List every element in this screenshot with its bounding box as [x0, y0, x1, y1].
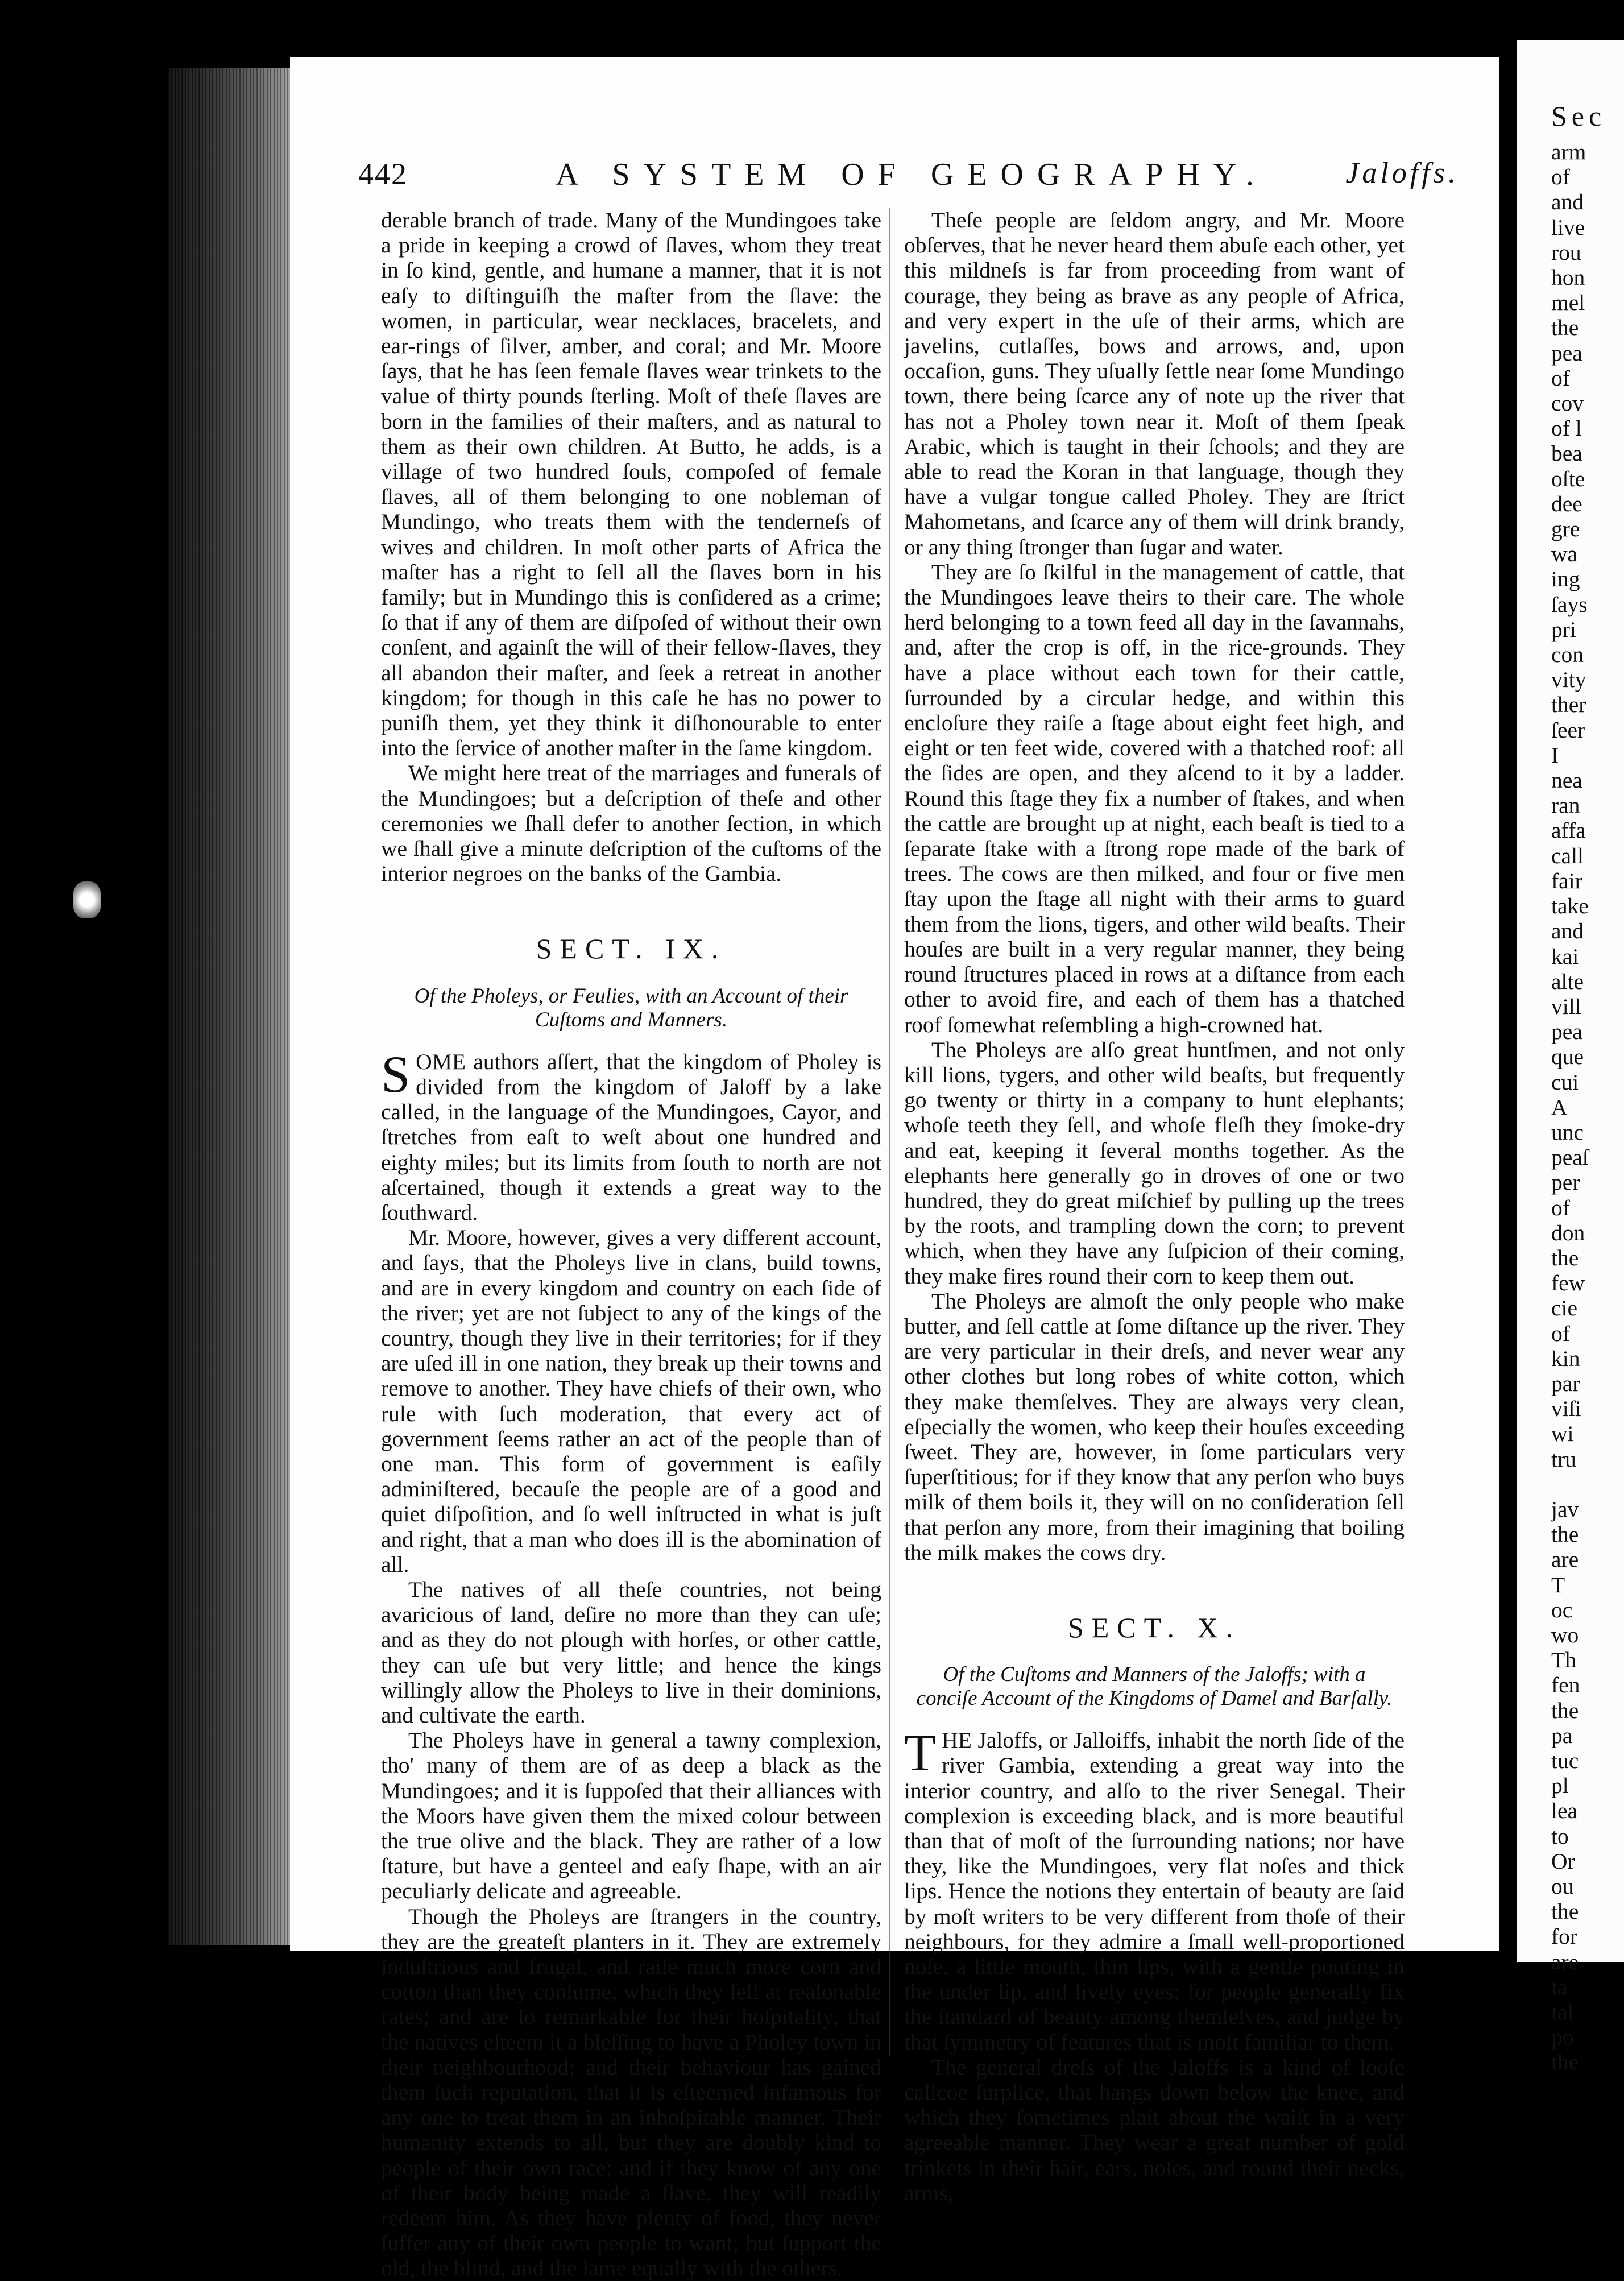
paragraph: The Pholeys are almoſt the only people who make butter, and ſell cattle at ſome diſtance up the river. They are very particular in their dreſs, and never wear any other clothes but long robes of white cotton, which they make themſelves. They are always very clean, eſpecially the women, who keep their houſes exceeding ſweet. They are, however, in ſome particulars very ſuperſtitious; for if they know that any perſon who buys milk of them boils it, they will on no conſideration ſell that perſon any more, from their imagining that boiling the milk makes the cows dry. [904, 1288, 1405, 1565]
paragraph: derable branch of trade. Many of the Mundingoes take a pride in keeping a crowd of ſlaves, whom they treat in ſo kind, gentle, and humane a manner, that it is not eaſy to diſtinguiſh the maſter from the ſlave: the women, in particular, wear necklaces, bracelets, and ear-rings of ſilver, amber, and coral; and Mr. Moore ſays, that he has ſeen female ſlaves wear trinkets to the value of thirty pounds ſterling. Moſt of theſe ſlaves are born in the families of their maſters, and as natural to them as their own children. At Butto, he adds, is a village of two hundred ſouls, compoſed of female ſlaves, all of them belonging to one nobleman of Mundingo, who treats them with the tenderneſs of wives and children. In moſt other parts of Africa the maſter has a right to ſell all the ſlaves born in his family; but in Mundingo this is conſidered as a crime; ſo that if any of them are diſpoſed of without their own conſent, and againſt the will of their fellow-ſlaves, they all abandon their maſter, and ſeek a retreat in another kingdom; for though in this caſe he has no power to puniſh them, yet they think it diſhonourable to enter into the ſervice of another maſter in the ſame kingdom. [381, 208, 881, 761]
facing-page-line: vity [1551, 667, 1586, 693]
facing-page-line: oſte [1551, 466, 1585, 491]
facing-page-line: the [1551, 1899, 1579, 1924]
facing-page-line: pri [1551, 616, 1576, 642]
book-spine [168, 68, 301, 1945]
facing-page-line: ta [1551, 1974, 1568, 2000]
facing-page-line: con [1551, 642, 1584, 668]
paragraph: The natives of all theſe countries, not being avaricious of land, deſire no more than they can uſe; and as they do not plough with horſes, or other cattle, they can uſe but very little; and hence the kings willingly allow the Pholeys to live in their dominions, and cultivate the earth. [381, 1576, 881, 1728]
facing-page-line: take [1551, 893, 1589, 919]
facing-page-line: wi [1551, 1421, 1574, 1447]
right-column [904, 208, 1405, 2205]
facing-page-line: tru [1551, 1446, 1576, 1472]
facing-page-line: tal [1551, 2000, 1574, 2025]
facing-page-line: rou [1551, 239, 1581, 265]
facing-page-line: ther [1551, 692, 1586, 718]
facing-page-line: cie [1551, 1295, 1578, 1321]
facing-page-line: and [1551, 189, 1584, 215]
facing-page-line: unc [1551, 1119, 1584, 1145]
facing-page-line: fair [1551, 868, 1582, 893]
facing-page-line: live [1551, 214, 1585, 240]
facing-page-line: jav [1551, 1496, 1579, 1522]
left-column [381, 208, 881, 2281]
facing-page-line: cov [1551, 391, 1584, 416]
section-subheading: Of the Cuſtoms and Manners of the Jaloffs; with a conciſe Account of the Kingdoms of Damel and Barſally. [916, 1663, 1393, 1711]
facing-page-line: alte [1551, 968, 1584, 994]
opening-text: HE Jaloffs, or Jalloiffs, inhabit the north ſide of the river Gambia, extending a great way into the interior country, and alſo to the river Senegal. Their complexion is exceeding black, and is more beautiful than that of moſt of the ſurrounding nations; nor have they, like the Mundingoes, very flat noſes and thick lips. Hence the notions they entertain of beauty are ſaid by moſt writers to be very different from thoſe of their neighbours, for they admire a ſmall well-proportioned noſe, a little mouth, thin lips, with a gentle pouting in the under lip, and lively eyes; for people generally fix the ſtandard of beauty among themſelves, and judge by that ſymmetry of features that is moſt familiar to them. [904, 1728, 1405, 2055]
opening-paragraph [904, 1724, 1405, 2055]
paragraph: The Pholeys are alſo great huntſmen, and not only kill lions, tygers, and other wild beaſts, but frequently go twenty or thirty in a company to hunt elephants; whoſe teeth they ſell, and whoſe fleſh they ſmoke-dry and eat, keeping it ſeveral months together. As the elephants here generally go in droves of one or two hundred, they do great miſchief by pulling up the trees by the roots, and trampling down the corn; to prevent which, when they have any ſuſpicion of their coming, they make fires round their corn to keep them out. [904, 1037, 1405, 1289]
facing-page-header: Sec [1551, 100, 1606, 132]
facing-page-line: few [1551, 1270, 1585, 1296]
facing-page-text [1551, 139, 1589, 2075]
paragraph: They are ſo ſkilful in the management of cattle, that the Mundingoes leave theirs to their care. The whole herd belonging to a town feed all day in the ſavannahs, and, after the crop is off, in the rice-grounds. They have a place without each town for their cattle, ſurrounded by a circular hedge, and within this encloſure they raiſe a ſtage about eight feet high, and eight or ten feet wide, covered with a thatched roof: all the ſides are open, and they aſcend to it by a ladder. Round this ſtage they fix a number of ſtakes, and when the cattle are brought up at night, each beaſt is tied to a ſeparate ſtake with a ſtrong rope made of the bark of trees. The cows are then milked, and four or five men ſtay upon the ſtage all night with their arms to guard them from the lions, tigers, and other wild beaſts. Their houſes are built in a very regular manner, they being round ſtructures placed in rows at a diſtance from each other to avoid fire, and each of them has a thatched roof ſomewhat reſembling a high-crowned hat. [904, 559, 1405, 1037]
facing-page-line: vill [1551, 993, 1581, 1019]
facing-page-line: of l [1551, 416, 1582, 441]
opening-text: OME authors aſſert, that the kingdom of Pholey is divided from the kingdom of Jaloff by a lake called, in the language of the Mundingoes, Cayor, and ſtretches from eaſt to weſt about one hundred and eighty miles; but its limits from ſouth to north are not aſcertained, though it extends a great way to the ſouthward. [381, 1049, 881, 1225]
facing-page-line: for [1551, 1924, 1578, 1949]
drop-cap: S [381, 1045, 411, 1103]
facing-page-line: of [1551, 365, 1570, 391]
facing-page-line: of [1551, 1195, 1570, 1220]
facing-page-line: of [1551, 164, 1570, 190]
facing-page-line: T [1551, 1572, 1565, 1597]
paragraph: The Pholeys have in general a tawny complexion, tho' many of them are of as deep a black as the Mundingoes; and it is ſuppoſed that their alliances with the Moors have given them the mixed colour between the true olive and the black. They are rather of a low ſtature, but have a genteel and eaſy ſhape, with an air peculiarly delicate and agreeable. [381, 1728, 881, 1904]
running-head: Jaloffs. [1345, 157, 1459, 189]
facing-page-line: arm [1551, 139, 1586, 164]
facing-page-line: tuc [1551, 1748, 1579, 1773]
facing-page-line: Th [1551, 1647, 1576, 1673]
paragraph: Mr. Moore, however, gives a very different account, and ſays, that the Pholeys live in clans, build towns, and are in every kingdom and country on each ſide of the river; yet are not ſubject to any of the kings of the country, though they live in their territories; for if they are uſed ill in one nation, they break up their towns and remove to another. They have chiefs of their own, who rule with ſuch moderation, that every act of government ſeems rather an act of the people than of one man. This form of government is eaſily adminiſtered, becauſe the people are of a good and quiet diſpoſition, and ſo well inſtructed in what is juſt and right, that a man who does ill is the abomination of all. [381, 1225, 881, 1577]
facing-page-line: call [1551, 843, 1584, 868]
facing-page-line: the [1551, 315, 1579, 341]
facing-page-edge [1517, 40, 1624, 2075]
section-heading: SECT. IX. [536, 933, 727, 965]
facing-page-line: the [1551, 1245, 1579, 1270]
left-page [290, 57, 1499, 2281]
facing-page-line: mel [1551, 290, 1585, 316]
facing-page-line [1551, 1472, 1589, 1497]
facing-page-line: po [1551, 2025, 1574, 2050]
facing-page-line: bea [1551, 441, 1582, 466]
book-title: A SYSTEM OF GEOGRAPHY. [555, 157, 1267, 192]
facing-page-line: pl [1551, 1773, 1569, 1799]
page-number: 442 [358, 157, 408, 191]
facing-page-line: are [1551, 1547, 1579, 1572]
facing-page-line: ing [1551, 566, 1580, 592]
opening-paragraph [381, 1045, 881, 1225]
page-header [358, 156, 1465, 208]
section-heading: SECT. X. [1067, 1611, 1241, 1644]
facing-page-line: peaſ [1551, 1145, 1589, 1170]
facing-page-line: ſays [1551, 591, 1588, 617]
facing-page-line: oc [1551, 1597, 1573, 1622]
facing-page-line: viſi [1551, 1396, 1581, 1422]
facing-page-line: wa [1551, 541, 1578, 567]
facing-page-line: A [1551, 1094, 1568, 1120]
facing-page-line: ou [1551, 1874, 1574, 1899]
facing-page-line: cui [1551, 1069, 1579, 1095]
page-blemish [73, 881, 101, 918]
facing-page-line: wo [1551, 1622, 1579, 1647]
facing-page-line: Or [1551, 1848, 1575, 1874]
facing-page-line: and [1551, 918, 1584, 944]
facing-page-line: to [1551, 1823, 1569, 1849]
facing-page-line: of [1551, 1320, 1570, 1346]
facing-page-line: are [1551, 1949, 1579, 1974]
paragraph: We might here treat of the marriages and funerals of the Mundingoes; but a deſcription of theſe and other ceremonies we ſhall defer to another ſection, in which we ſhall give a minute deſcription of the cuſtoms of the interior negroes on the banks of the Gambia. [381, 760, 881, 887]
facing-page-line: don [1551, 1220, 1585, 1245]
facing-page-line: the [1551, 1698, 1579, 1723]
facing-page-line: the [1551, 1522, 1579, 1547]
paragraph: Theſe people are ſeldom angry, and Mr. Moore obſerves, that he never heard them abuſe each other, yet this mildneſs is far from proceeding from want of courage, they being as brave as any people of Africa, and very expert in the uſe of their arms, which are javelins, cutlaſſes, bows and arrows, and, upon occaſion, guns. They uſually ſettle near ſome Mundingo town, there being ſcarce any of note up the river that has not a Pholey town near it. Moſt of them ſpeak Arabic, which is taught in their ſchools; and they are able to read the Koran in that language, though they have a vulgar tongue called Pholey. They are ſtrict Mahometans, and ſcarce any of them will drink brandy, or any thing ſtronger than ſugar and water. [904, 208, 1405, 560]
facing-page-line: nea [1551, 768, 1582, 793]
drop-cap: T [904, 1724, 937, 1782]
facing-page-line: pea [1551, 340, 1582, 366]
facing-page-line: per [1551, 1170, 1580, 1195]
facing-page-line: pa [1551, 1723, 1573, 1748]
facing-page-line: fen [1551, 1673, 1580, 1698]
facing-page-line: gre [1551, 516, 1580, 542]
facing-page-line: par [1551, 1371, 1580, 1396]
facing-page-line: lea [1551, 1798, 1578, 1824]
facing-page-line: kin [1551, 1346, 1580, 1371]
facing-page-line: hon [1551, 265, 1585, 291]
paragraph: The general dreſs of the Jaloffs is a kind of looſe calicoe ſurplice, that hangs down below the knee, and which they ſometimes plait about the waiſt in a very agreeable manner. They wear a great number of gold trinkets in their hair, ears, noſes, and round their necks, arms, [904, 2054, 1405, 2205]
facing-page-line: dee [1551, 491, 1582, 516]
facing-page-line: pea [1551, 1019, 1582, 1045]
facing-page-line: kai [1551, 943, 1579, 969]
facing-page-line: que [1551, 1044, 1584, 1070]
facing-page-line: I [1551, 742, 1559, 768]
section-subheading: Of the Pholeys, or Feulies, with an Account of their Cuſtoms and Manners. [414, 984, 848, 1032]
facing-page-line: affa [1551, 818, 1586, 843]
paragraph: Though the Pholeys are ſtrangers in the country, they are the greateſt planters in it. They are extremely induſtrious and frugal, and raiſe much more corn and cotton than they conſume, which they ſell at reaſonable rates; and are ſo remarkable for their hoſpitality, that the natives eſteem it a bleſſing to have a Pholey town in their neighbourhood; and their behaviour has gained them ſuch reputation, that it is eſteemed infamous for any one to treat them in an inhoſpitable manner. Their humanity extends to all, but they are doubly kind to people of their own race; and if they know of any one of their body being made a ſlave, they will readily redeem him. As they have plenty of food, they never ſuffer any of their own people to want; but ſupport the old, the blind, and the lame equally with the others. [381, 1903, 881, 2281]
facing-page-line: ran [1551, 793, 1580, 818]
facing-page-line: ſeer [1551, 717, 1585, 743]
column-rule [889, 208, 890, 2056]
facing-page-line: the [1551, 2050, 1579, 2075]
